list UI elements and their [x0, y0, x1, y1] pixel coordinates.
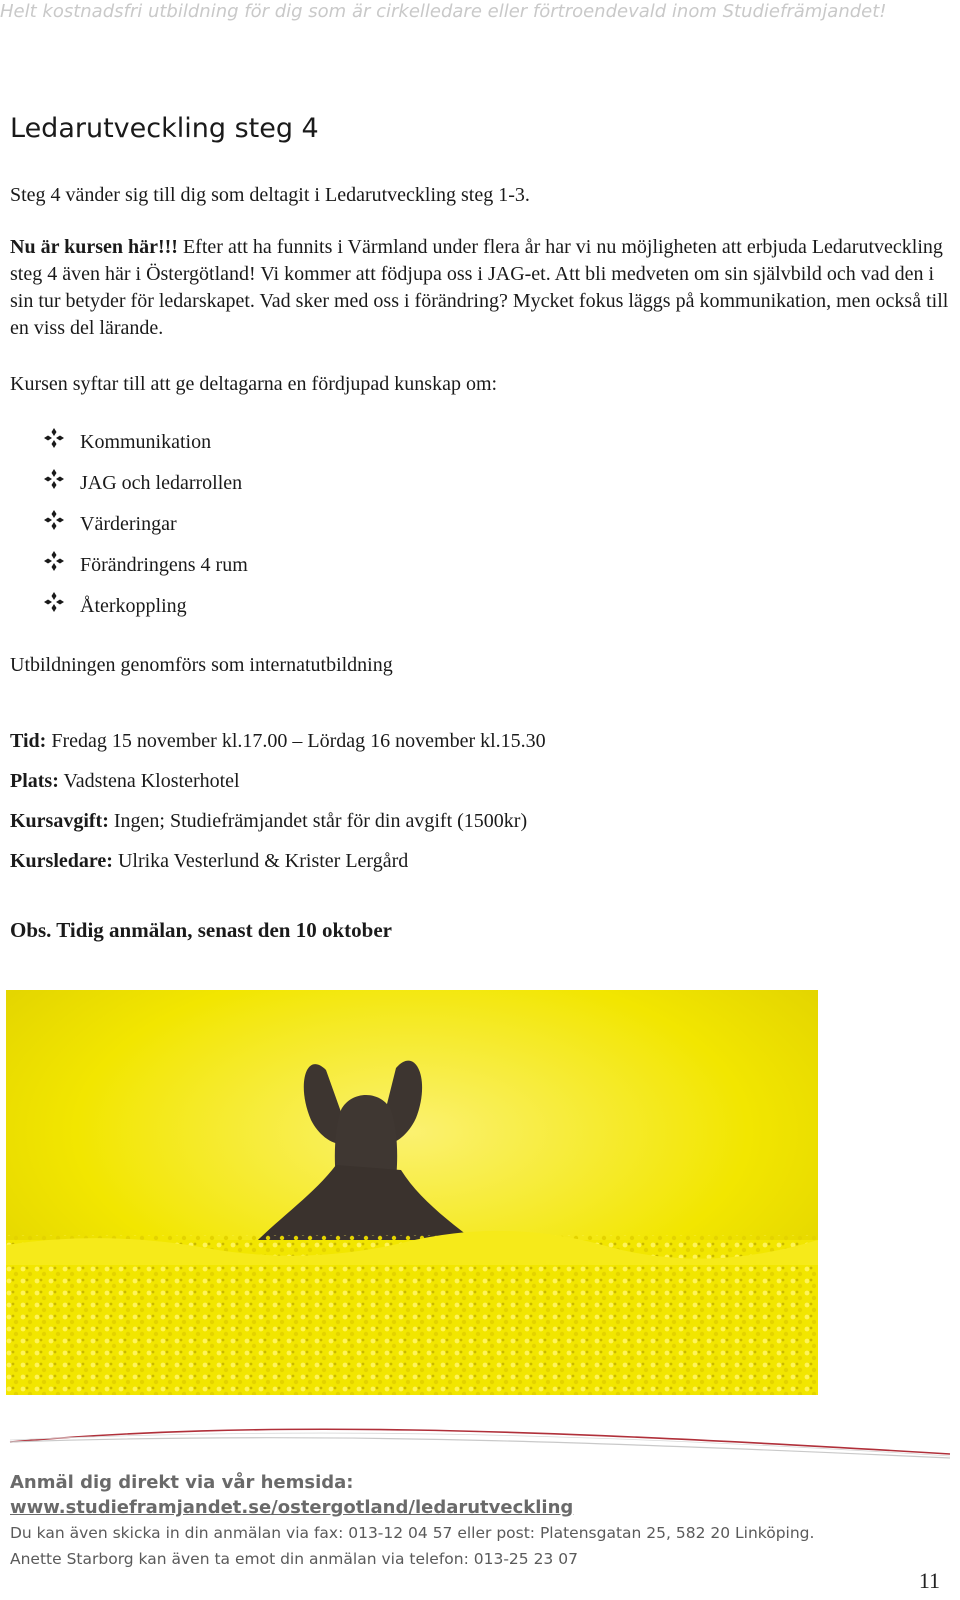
detail-place: [10, 768, 546, 808]
footer-contact-phone: Anette Starborg kan även ta emot din anmälan via telefon: 013-25 23 07: [10, 1550, 578, 1568]
detail-value: Vadstena Klosterhotel: [58, 770, 240, 792]
footer-contact-fax: Du kan även skicka in din anmälan via fax: 013-12 04 57 eller post: Platensgatan 25, 582 20 Linköping.: [10, 1524, 815, 1542]
detail-value: Ulrika Vesterlund & Krister Lergård: [112, 850, 409, 872]
intro-paragraph: [10, 234, 950, 342]
page-number: 11: [918, 1568, 940, 1593]
list-item: [44, 544, 248, 585]
diamond-bullet-icon: [44, 551, 66, 578]
footer-title: Anmäl dig direkt via vår hemsida:: [10, 1472, 354, 1493]
detail-label: Kursledare:: [10, 850, 113, 872]
footer-swoosh: [0, 1410, 960, 1470]
registration-link[interactable]: www.studieframjandet.se/ostergotland/ledarutveckling: [10, 1497, 574, 1518]
detail-label: Tid:: [10, 730, 47, 752]
topic-label: Förändringens 4 rum: [80, 553, 248, 576]
topic-list: [44, 421, 248, 626]
list-item: [44, 503, 248, 544]
detail-label: Plats:: [10, 770, 59, 792]
moose-photo: [6, 990, 818, 1395]
topic-label: JAG och ledarrollen: [80, 471, 243, 494]
diamond-bullet-icon: [44, 469, 66, 496]
detail-label: Kursavgift:: [10, 810, 109, 832]
list-item: [44, 462, 248, 503]
topic-label: Värderingar: [80, 512, 177, 535]
topic-label: Kommunikation: [80, 430, 212, 453]
list-item: [44, 585, 248, 626]
topic-label: Återkoppling: [80, 594, 187, 617]
diamond-bullet-icon: [44, 592, 66, 619]
diamond-bullet-icon: [44, 510, 66, 537]
lead-paragraph: Steg 4 vänder sig till dig som deltagit i Ledarutveckling steg 1-3.: [10, 184, 530, 206]
detail-time: [10, 728, 546, 768]
intro-highlight: Nu är kursen här!!!: [10, 236, 178, 258]
detail-value: Ingen; Studiefrämjandet står för din avgift (1500kr): [108, 810, 528, 832]
registration-note: Obs. Tidig anmälan, senast den 10 oktober: [10, 918, 392, 942]
detail-leaders: [10, 848, 546, 888]
course-format: Utbildningen genomförs som internatutbildning: [10, 654, 393, 676]
list-item: [44, 421, 248, 462]
course-details: [10, 728, 546, 888]
detail-value: Fredag 15 november kl.17.00 – Lördag 16 november kl.15.30: [46, 730, 546, 752]
top-banner: Helt kostnadsfri utbildning för dig som är cirkelledare eller förtroendevald inom Studiefrämjandet!: [0, 1, 887, 22]
aims-intro: Kursen syftar till att ge deltagarna en fördjupad kunskap om:: [10, 373, 498, 395]
detail-fee: [10, 808, 546, 848]
diamond-bullet-icon: [44, 428, 66, 455]
intro-text: Efter att ha funnits i Värmland under flera år har vi nu möjligheten att erbjuda Ledarutveckling steg 4 även här i Östergötland! Vi kommer att födjupa oss i JAG-et. Att bli medveten om sin självbild och vad den i sin tur betyder för ledarskapet. Vad sker med oss i förändring? Mycket fokus läggs på kommunikation, men också till en viss del lärande.: [10, 236, 949, 339]
footer: [10, 1470, 910, 1572]
page-title: Ledarutveckling steg 4: [10, 113, 319, 144]
